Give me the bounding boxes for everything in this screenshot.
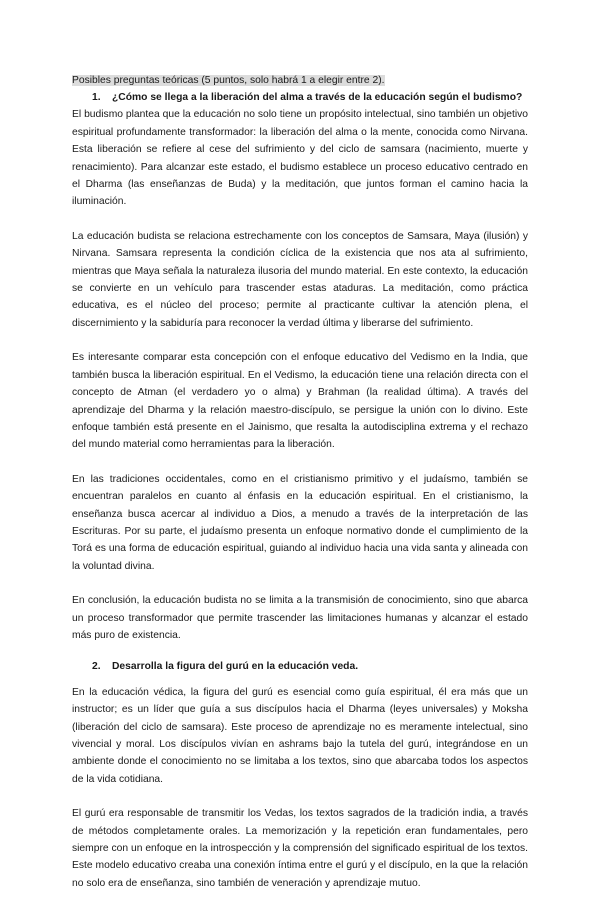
q2-paragraph-2: El gurú era responsable de transmitir los Vedas, los textos sagrados de la tradición india, a través de métodos completamente orales. La memorización y la repetición eran fundamentales, pero siempre con un enfoque en la introspección y la comprensión del significado espiritual de los textos. Este modelo educativo creaba una conexión íntima entre el gurú y el discípulo, en la que la relación no solo era de enseñanza, sino también de veneración y aprendizaje mutuo.: [72, 808, 528, 889]
q1-paragraph-3: Es interesante comparar esta concepción con el enfoque educativo del Vedismo en la India, que también busca la liberación espiritual. En el Vedismo, la educación tiene una relación directa con el concepto de Atman (el verdadero yo o alma) y Brahman (la realidad última). A través del aprendizaje del Dharma y la relación maestro-discípulo, se persigue la unión con lo divino. Este enfoque también está presente en el Jainismo, que resalta la autodisciplina extrema y el rechazo del mundo material como herramientas para la liberación.: [72, 352, 528, 451]
q1-paragraph-4: En las tradiciones occidentales, como en el cristianismo primitivo y el judaísmo, también se encuentran paralelos en cuanto al énfasis en la educación espiritual. En el cristianismo, la enseñanza busca acercar al individuo a Dios, a menudo a través de la interpretación de las Escrituras. Por su parte, el judaísmo presenta un enfoque normativo donde el cumplimiento de la Torá es una forma de educación espiritual, guiando al individuo hacia una vida santa y alineada con la voluntad divina.: [72, 473, 528, 572]
document-page: [72, 72, 528, 909]
question-1-title: [72, 89, 528, 106]
q1-paragraph-2: La educación budista se relaciona estrechamente con los conceptos de Samsara, Maya (ilusión) y Nirvana. Samsara representa la condición cíclica de la existencia que nos ata al sufrimiento, mientras que Maya señala la naturaleza ilusoria del mundo material. En este contexto, la educación se convierte en un vehículo para trascender estas ataduras. La meditación, como práctica educativa, es el núcleo del proceso; permite al practicante cultivar la atención plena, el discernimiento y la sabiduría para reconocer la verdad última y liberarse del sufrimiento.: [72, 230, 528, 329]
question-1-text: ¿Cómo se llega a la liberación del alma a través de la educación según el budismo?: [112, 92, 523, 103]
intro-highlight: Posibles preguntas teóricas (5 puntos, solo habrá 1 a elegir entre 2).: [72, 75, 385, 86]
intro-line: [72, 72, 528, 89]
question-2-title: [72, 658, 528, 675]
q1-paragraph-1: El budismo plantea que la educación no solo tiene un propósito intelectual, sino también un objetivo espiritual profundamente transformador: la liberación del alma o la mente, conocida como Nirvana. Esta liberación se refiere al cese del sufrimiento y del ciclo de samsara (nacimiento, muerte y renacimiento). Para alcanzar este estado, el budismo establece un proceso educativo centrado en el Dharma (las enseñanzas de Buda) y la meditación, que juntos forman el camino hacia la iluminación.: [72, 109, 528, 208]
question-1-number: 1.: [92, 92, 101, 103]
question-2-text: Desarrolla la figura del gurú en la educación veda.: [112, 661, 359, 673]
question-2-number: 2.: [92, 661, 101, 673]
q1-paragraph-5: En conclusión, la educación budista no se limita a la transmisión de conocimiento, sino que abarca un proceso transformador que permite trascender las limitaciones humanas y alcanzar el estado más puro de existencia.: [72, 595, 528, 641]
q2-paragraph-1: En la educación védica, la figura del gurú es esencial como guía espiritual, él era más que un instructor; es un líder que guía a sus discípulos hacia el Dharma (leyes universales) y Moksha (liberación del ciclo de samsara). Este proceso de aprendizaje no es meramente intelectual, sino vivencial y moral. Los discípulos vivían en ashrams bajo la tutela del gurú, integrándose en un ambiente donde el conocimiento no se limitaba a los textos, sino que abarcaba todos los aspectos de la vida cotidiana.: [72, 686, 528, 785]
